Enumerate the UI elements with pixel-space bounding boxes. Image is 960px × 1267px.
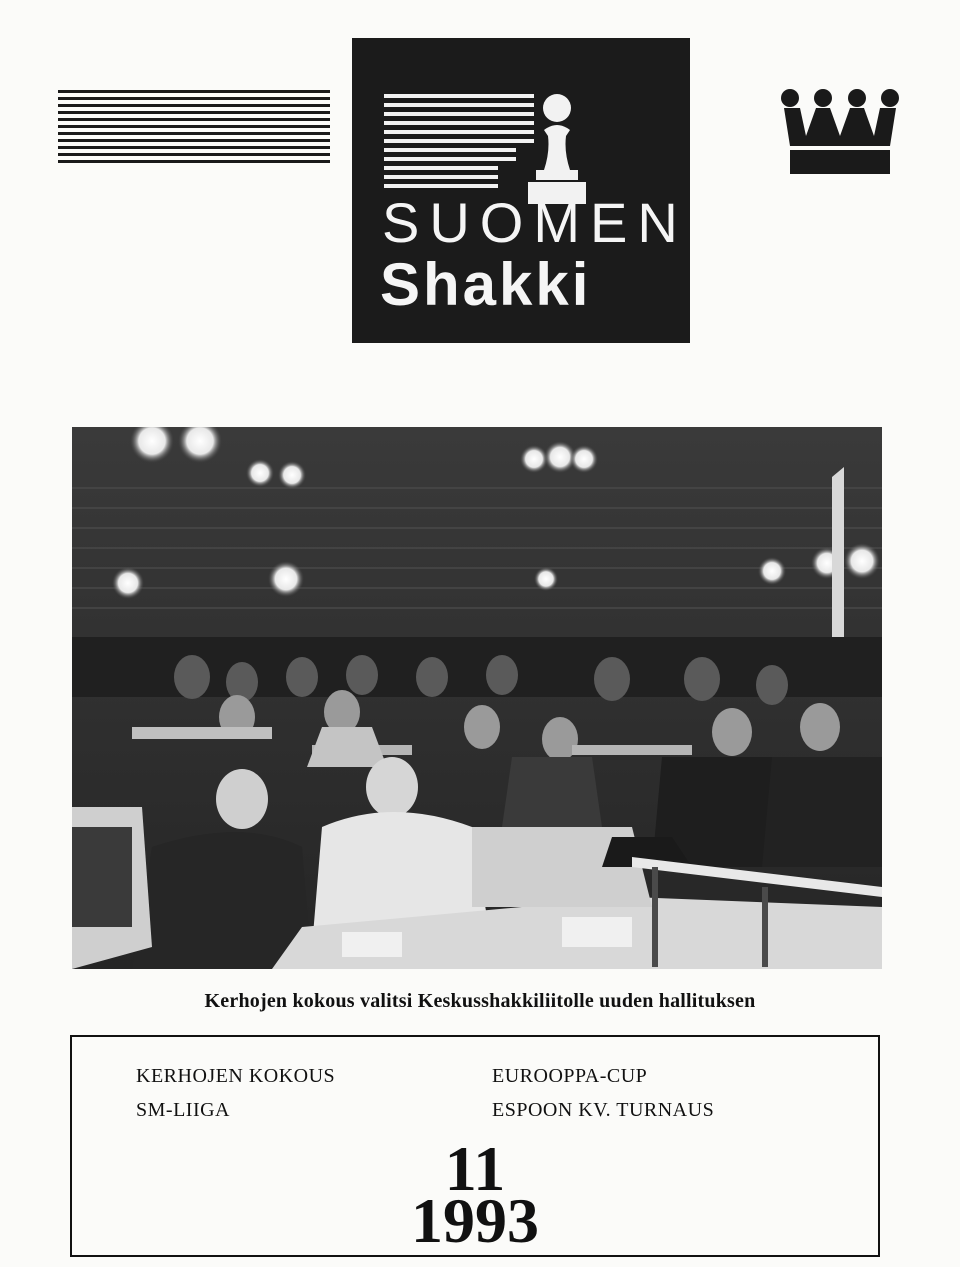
contents-item: KERHOJEN KOKOUS [136,1065,336,1087]
photo-caption: Kerhojen kokous valitsi Keskusshakkiliitolle uuden hallituksen [204,990,756,1012]
magazine-logo [352,38,690,343]
masthead-stripes [58,90,330,172]
meeting-hall-photo [72,427,882,969]
issue-number: 11 [444,1133,506,1204]
contents-item: EUROOPPA-CUP [492,1065,648,1087]
cover-photo [72,427,882,969]
contents-box [70,1035,880,1257]
contents-item: ESPOON KV. TURNAUS [492,1099,715,1121]
masthead-title-line2: Shakki [380,251,592,318]
issue-year: 1993 [411,1185,539,1256]
crown-icon [778,86,902,176]
contents-item: SM-LIIGA [136,1099,230,1121]
masthead-title-line1: SUOMEN [382,191,688,254]
logo-stripes [384,94,534,204]
